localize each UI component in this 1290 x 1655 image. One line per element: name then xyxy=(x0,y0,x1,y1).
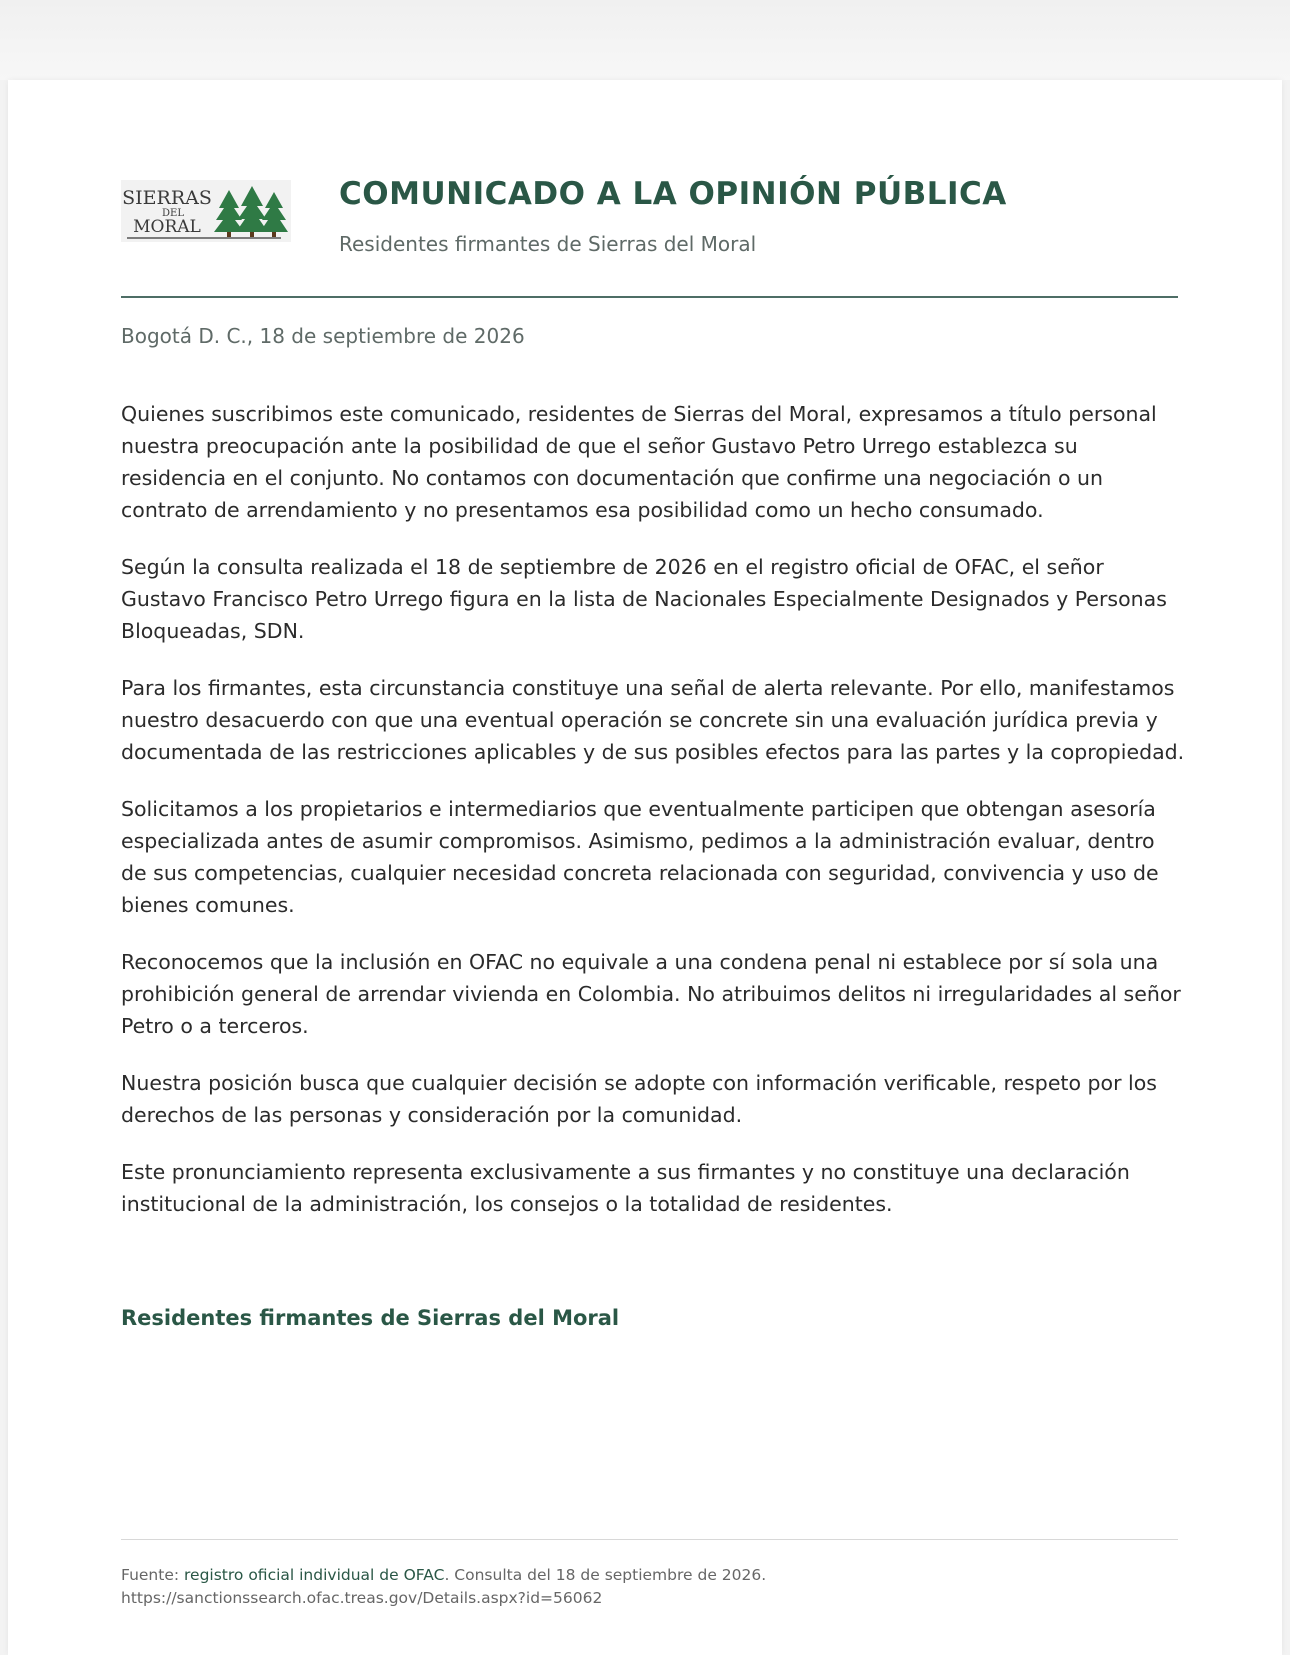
header-divider xyxy=(121,296,1178,298)
ofac-source-link[interactable]: registro oficial individual de OFAC xyxy=(184,1566,445,1584)
document-date: Bogotá D. C., 18 de septiembre de 2026 xyxy=(121,324,525,348)
source-url: https://sanctionssearch.ofac.treas.gov/Details.aspx?id=56062 xyxy=(121,1589,603,1607)
paragraph: Solicitamos a los propietarios e intermediarios que eventualmente participen que obtengan asesoría especializada antes de asumir compromisos. Asimismo, pedimos a la administración evaluar, dentro de sus competencias, cualquier necesidad concreta relacionada con seguridad, convivencia y uso de bienes comunes. xyxy=(121,797,1159,917)
svg-text:DEL: DEL xyxy=(162,208,184,219)
signature: Residentes firmantes de Sierras del Moral xyxy=(121,1306,620,1330)
paragraph: Según la consulta realizada el 18 de septiembre de 2026 en el registro oficial de OFAC, el señor Gustavo Francisco Petro Urrego figura en la lista de Nacionales Especialmente Designados y Personas Bloqueadas, SDN. xyxy=(121,555,1167,643)
source-prefix: Fuente: xyxy=(121,1566,185,1584)
paragraph: Para los firmantes, esta circunstancia constituye una señal de alerta relevante. Por ello, manifestamos nuestro desacuerdo con que una eventual operación se concrete sin una evaluación jurídica previa y documentada de las restricciones aplicables y de sus posibles efectos para las partes y la copropiedad. xyxy=(121,676,1185,764)
page-subtitle: Residentes firmantes de Sierras del Moral xyxy=(339,232,757,256)
page-title: COMUNICADO A LA OPINIÓN PÚBLICA xyxy=(339,176,1007,212)
source-footer xyxy=(121,1564,1178,1610)
paragraph: Reconocemos que la inclusión en OFAC no equivale a una condena penal ni establece por sí sola una prohibición general de arrendar vivienda en Colombia. No atribuimos delitos ni irregularidades al señor Petro o a terceros. xyxy=(121,950,1181,1038)
background-shade xyxy=(0,0,1290,80)
svg-text:SIERRAS: SIERRAS xyxy=(122,187,212,209)
paragraph: Este pronunciamiento representa exclusivamente a sus firmantes y no constituye una declaración institucional de la administración, los consejos o la totalidad de residentes. xyxy=(121,1160,1130,1216)
document-body xyxy=(121,398,1186,1245)
svg-text:MORAL: MORAL xyxy=(133,217,201,237)
source-line xyxy=(121,1564,1178,1587)
paragraph: Quienes suscribimos este comunicado, residentes de Sierras del Moral, expresamos a título personal nuestra preocupación ante la posibilidad de que el señor Gustavo Petro Urrego establezca su residencia en el conjunto. No contamos con documentación que confirme una negociación o un contrato de arrendamiento y no presentamos esa posibilidad como un hecho consumado. xyxy=(121,402,1157,522)
footer-divider xyxy=(121,1539,1178,1540)
source-suffix: . Consulta del 18 de septiembre de 2026. xyxy=(444,1566,767,1584)
document-page xyxy=(8,80,1282,1655)
sierras-del-moral-logo-icon xyxy=(121,180,291,242)
paragraph: Nuestra posición busca que cualquier decisión se adopte con información verificable, respeto por los derechos de las personas y consideración por la comunidad. xyxy=(121,1071,1157,1127)
